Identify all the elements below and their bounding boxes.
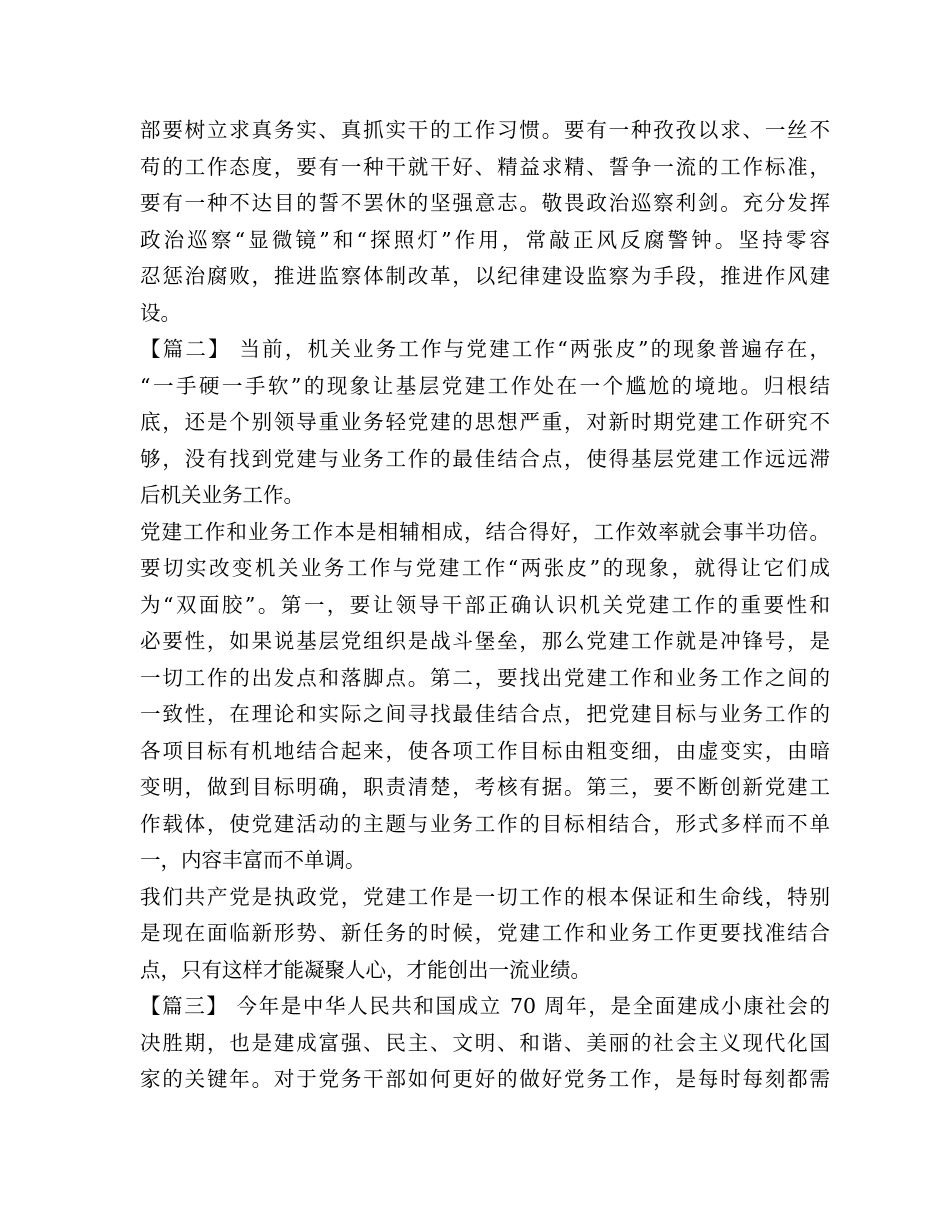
text-line: 后机关业务工作。 [140, 483, 304, 507]
text-line: 为“双面胶”。第一，要让领导干部正确认识机关党建工作的重要性和 [140, 592, 830, 617]
text-line: 各项目标有机地结合起来，使各项工作目标由粗变细，由虚变实，由暗 [140, 738, 830, 763]
text-line: 必要性，如果说基层党组织是战斗堡垒，那么党建工作就是冲锋号，是 [140, 629, 830, 653]
text-line: 底，还是个别领导重业务轻党建的思想严重，对新时期党建工作研究不 [140, 410, 830, 434]
text-line: 一切工作的出发点和落脚点。第二，要找出党建工作和业务工作之间的 [140, 665, 830, 690]
text-line: 设。 [140, 300, 181, 325]
text-line: 一，内容丰富而不单调。 [140, 848, 366, 872]
text-line: 够，没有找到党建与业务工作的最佳结合点，使得基层党建工作远远滞 [140, 446, 830, 471]
text-line: 决胜期，也是建成富强、民主、文明、和谐、美丽的社会主义现代化国 [140, 1030, 830, 1055]
paragraph-2 [140, 331, 830, 514]
paragraph-5 [140, 988, 830, 1098]
paragraph-3 [140, 514, 830, 879]
text-line: 党建工作和业务工作本是相辅相成，结合得好，工作效率就会事半功倍。 [140, 519, 830, 544]
text-line: 点，只有这样才能凝聚人心，才能创出一流业绩。 [140, 957, 591, 982]
text-line: 政治巡察“显微镜”和“探照灯”作用，常敲正风反腐警钟。坚持零容 [140, 227, 830, 252]
text-line: 【篇二】 当前，机关业务工作与党建工作“两张皮”的现象普遍存在， [140, 337, 830, 361]
text-line: 要有一种不达目的誓不罢休的坚强意志。敬畏政治巡察利剑。充分发挥 [140, 191, 830, 215]
text-line: 家的关键年。对于党务干部如何更好的做好党务工作，是每时每刻都需 [140, 1067, 830, 1091]
text-line: 要切实改变机关业务工作与党建工作“两张皮”的现象，就得让它们成 [140, 556, 830, 580]
text-line: 苟的工作态度，要有一种干就干好、精益求精、誓争一流的工作标准， [140, 154, 830, 179]
text-line: “一手硬一手软”的现象让基层党建工作处在一个尴尬的境地。归根结 [140, 373, 830, 398]
paragraph-1 [140, 112, 830, 331]
text-line: 一致性，在理论和实际之间寻找最佳结合点，把党建目标与业务工作的 [140, 702, 830, 726]
text-line: 变明，做到目标明确，职责清楚，考核有据。第三，要不断创新党建工 [140, 775, 830, 799]
paragraph-4 [140, 879, 830, 989]
text-line: 作载体，使党建活动的主题与业务工作的目标相结合，形式多样而不单 [140, 811, 830, 836]
text-line: 是现在面临新形势、新任务的时候，党建工作和业务工作更要找准结合 [140, 921, 830, 945]
text-line: 【篇三】 今年是中华人民共和国成立 70 周年，是全面建成小康社会的 [140, 994, 830, 1018]
text-line: 忍惩治腐败，推进监察体制改革，以纪律建设监察为手段，推进作风建 [140, 264, 830, 288]
text-line: 我们共产党是执政党，党建工作是一切工作的根本保证和生命线，特别 [140, 884, 830, 909]
document-page [140, 112, 830, 1112]
text-line: 部要树立求真务实、真抓实干的工作习惯。要有一种孜孜以求、一丝不 [140, 118, 830, 142]
